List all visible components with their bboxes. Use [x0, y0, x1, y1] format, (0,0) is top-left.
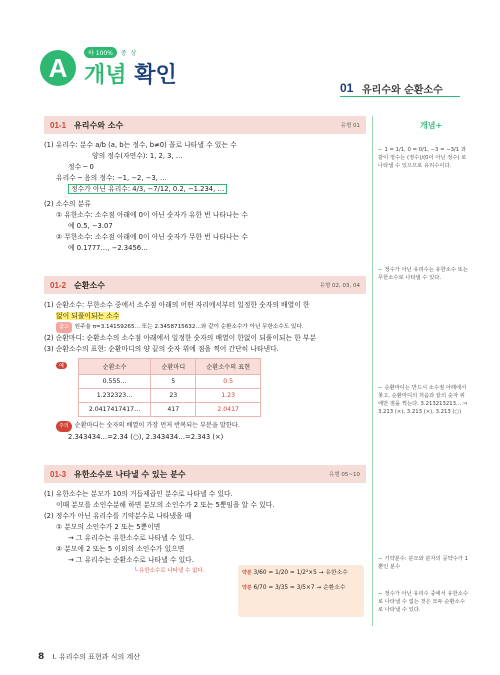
- note-line: 순환마디는 숫자의 배열이 가장 먼저 반복되는 부분을 말한다.: [74, 422, 240, 429]
- definition-line: (2) 순환마디: 순환소수의 소수점 아래에서 일정한 숫자의 배열이 한없이 되풀이되는 한 부분: [44, 334, 317, 342]
- fraction-example-box: [238, 565, 364, 617]
- section-header-01-1: 01-1 유리수와 소수 유형 01: [44, 116, 366, 134]
- section-header-01-3: 01-3 유한소수로 나타낼 수 있는 분수 유형 05~10: [44, 465, 366, 483]
- sidebar-note: − 기약분수: 분모와 분자의 공약수가 1뿐인 분수: [378, 556, 468, 570]
- definition-line: (1) 유한소수는 분모가 10의 거듭제곱인 분수로 나타낼 수 있다.: [44, 490, 233, 498]
- condition-line: ① 분모의 소인수가 2 또는 5뿐이면: [56, 523, 161, 531]
- example-row: 약분 3/60 = 1/20 = 1/2²×5 → 유한소수: [242, 570, 348, 576]
- sidebar-note: − 1 = 1/1, 0 = 0/1, −3 = −3/1 과 같이 정수는 (정수)/(0이 아닌 정수) 로 나타낼 수 있으므로 유리수이다.: [378, 147, 467, 169]
- bullet-icon: −: [378, 147, 383, 153]
- classification-line: 유리수 ─ 음의 정수: −1, −2, −3, …: [56, 174, 167, 182]
- definition-line: (1) 순환소수: 무한소수 중에서 소수점 아래의 어떤 자리에서부터 일정한 숫자의 배열이 한: [44, 301, 310, 309]
- footer-chapter: I. 유리수의 표현과 식의 계산: [52, 653, 141, 661]
- table-header: 순환소수의 표현: [196, 359, 261, 375]
- definition-line: 없이 되풀이되는 소수: [56, 312, 120, 320]
- example-line: 2.343434…=2.34̇ (○), 2.343434…=2.343̇ (×): [68, 433, 224, 441]
- page-number: 8: [38, 652, 45, 662]
- page-footer: [38, 652, 140, 662]
- note-icon: 참고: [56, 322, 72, 333]
- bullet-icon: −: [378, 556, 383, 562]
- bullet-icon: −: [378, 385, 383, 391]
- arrow-icon: →: [316, 585, 322, 591]
- classification-line: 양의 정수(자연수): 1, 2, 3, …: [92, 152, 183, 160]
- example-line: 예 0.5, −3.07: [68, 222, 113, 230]
- repeating-decimal-table: [78, 358, 261, 417]
- example-tag: 예: [56, 362, 67, 369]
- classification-line: 정수가 아닌 유리수: 4/3, −7/12, 0.2, −1.234, …: [68, 184, 227, 194]
- section-header-01-2: 01-2 순환소수 유형 02, 03, 04: [44, 276, 366, 294]
- definition-line: 이때 분모를 소인수분해 하면 분모의 소인수가 2 또는 5뿐임을 알 수 있다.: [56, 501, 275, 509]
- table-header: 순환소수: [78, 359, 150, 375]
- concept-plus-logo: 개념+: [420, 121, 443, 130]
- definition-line: (3) 순환소수의 표현: 순환마디의 양 끝의 숫자 위에 점을 찍어 간단히 나타낸다.: [44, 345, 279, 353]
- table-row: 1.232323… 23 1.2̇3̇: [78, 389, 260, 403]
- caution-icon: 주의: [56, 421, 72, 432]
- title-divider: [340, 96, 460, 97]
- definition-line: (2) 정수가 아닌 유리수를 기약분수로 나타냈을 때: [44, 512, 192, 520]
- chapter-name: 유리수와 순환소수: [362, 85, 443, 96]
- bullet-icon: −: [378, 267, 383, 273]
- table-row: 0.555… 5 0.5̇: [78, 375, 260, 389]
- definition-line: ① 유한소수: 소수점 아래에 0이 아닌 숫자가 유한 번 나타나는 수: [56, 211, 248, 219]
- bullet-icon: −: [378, 591, 383, 597]
- example-line: 예 0.1777…, −2.3456…: [68, 244, 148, 252]
- condition-line: ② 분모에 2 또는 5 이외의 소인수가 있으면: [56, 545, 185, 553]
- page-title: 개념 확인: [84, 63, 177, 88]
- result-line: → 그 유리수는 순환소수로 나타낼 수 있다.: [68, 556, 194, 564]
- note-line: 원주율 π=3.14159265… 또는 2.3458715632…와 같이 순환소수가 아닌 무한소수도 있다.: [74, 324, 304, 330]
- section-badge: A: [40, 50, 76, 86]
- classification-line: 정수 ─ 0: [68, 163, 94, 171]
- difficulty-level: 하 100% 중 상: [84, 47, 136, 58]
- sidebar-divider: [372, 116, 373, 626]
- table-row: 2.0417417417… 417 2.04̇17̇: [78, 403, 260, 417]
- sidebar-note: − 순환마디는 반드시 소수점 아래에서 찾고, 순환마디의 처음과 끝의 숫자 위에만 점을 찍는다. 3.213213213… ⇒ 3.21̇3̇ (×), 3.2̇13̇ (×), 3.2̇13̇ (○): [378, 385, 468, 415]
- sidebar-note: − 정수가 아닌 유리수 중에서 유한소수로 나타낼 수 없는 것은 모두 순환소수로 나타낼 수 있다.: [378, 591, 468, 613]
- definition-line: (1) 유리수: 분수 a/b (a, b는 정수, b≠0) 꼴로 나타낼 수 있는 수: [44, 141, 237, 149]
- annotation-line: └ 유한소수로 나타낼 수 없다.: [134, 568, 205, 574]
- table-header: 순환마디: [151, 359, 196, 375]
- definition-line: ② 무한소수: 소수점 아래에 0이 아닌 숫자가 무한 번 나타나는 수: [56, 233, 248, 241]
- sidebar-note: − 정수가 아닌 유리수는 유한소수 또는 무한소수로 나타낼 수 있다.: [378, 267, 468, 281]
- example-row: 약분 6/70 = 3/35 = 3/5×7 → 순환소수: [242, 585, 346, 591]
- main-content: [44, 116, 366, 577]
- arrow-icon: →: [318, 570, 324, 576]
- chapter-number: 01: [340, 81, 354, 95]
- result-line: → 그 유리수는 유한소수로 나타낼 수 있다.: [68, 534, 194, 542]
- subheading: (2) 소수의 분류: [44, 200, 91, 208]
